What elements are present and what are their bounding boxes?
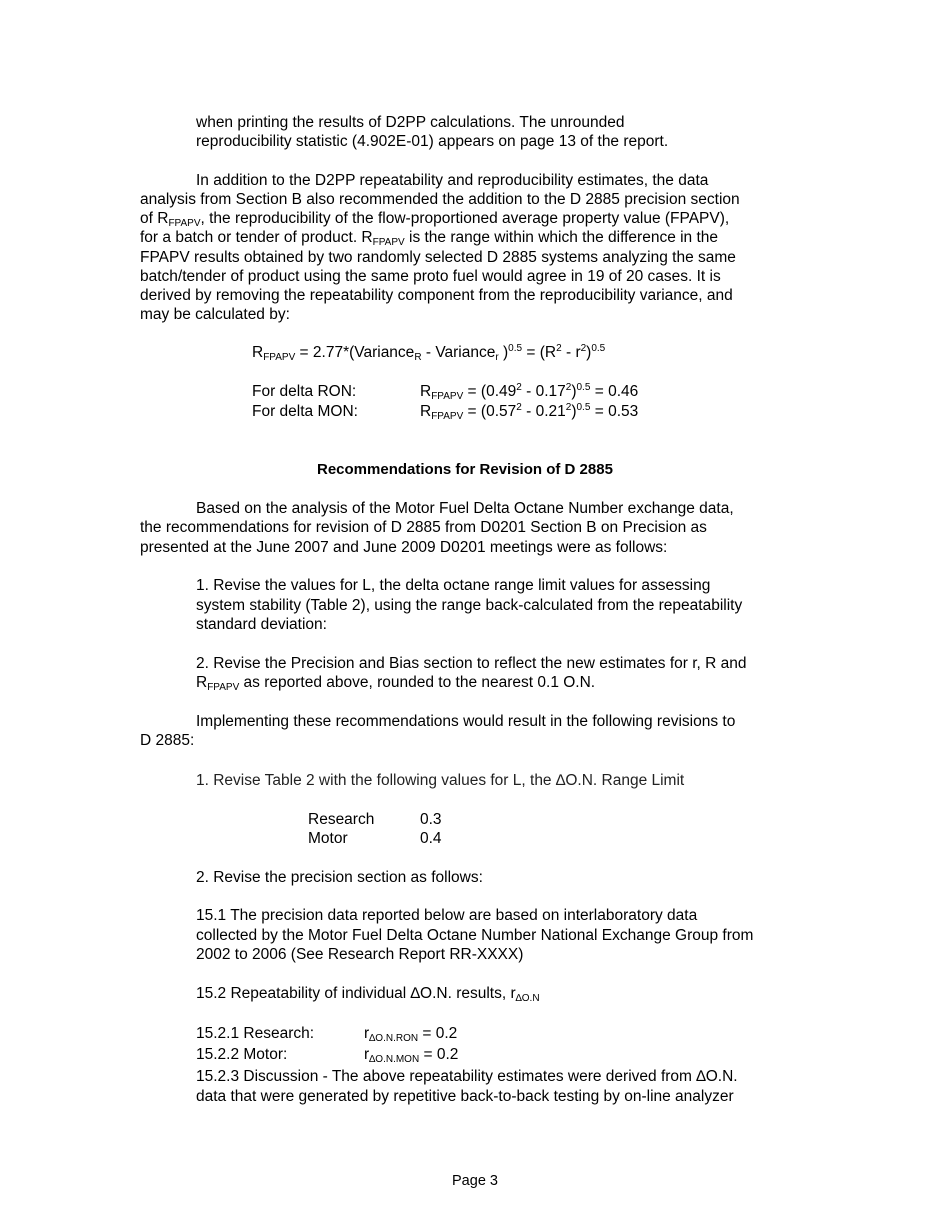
delta-mon-label: For delta MON: [252, 403, 358, 420]
section-15-2-2-value [364, 1045, 458, 1065]
recommendation-2-line-2 [196, 673, 595, 693]
para-fpapv-line-3 [140, 209, 729, 229]
para-continuation-line-2: reproducibility statistic (4.902E-01) appears on page 13 of the report. [196, 133, 669, 150]
revision-1: 1. Revise Table 2 with the following values for L, the ∆O.N. Range Limit [196, 772, 685, 789]
section-heading: Recommendations for Revision of D 2885 [317, 461, 613, 478]
superscript: 2 [565, 382, 572, 393]
para-fpapv-line-2: analysis from Section B also recommended the addition to the D 2885 precision section [140, 191, 740, 208]
text: - 0.21 [521, 403, 566, 420]
section-15-2-1-label: 15.2.1 Research: [196, 1025, 315, 1042]
section-15-2-3-line-1: 15.2.3 Discussion - The above repeatability estimates were derived from ∆O.N. [196, 1068, 738, 1085]
para-recommendations-line-1: Based on the analysis of the Motor Fuel Delta Octane Number exchange data, [196, 500, 734, 517]
text: - Variance [421, 344, 496, 361]
superscript: 0.5 [576, 402, 591, 413]
text: = 0.53 [590, 403, 639, 420]
subscript: ∆O.N.RON [369, 1033, 419, 1044]
superscript: 0.5 [508, 343, 523, 354]
para-recommendations-line-2: the recommendations for revision of D 2885 from D0201 Section B on Precision as [140, 519, 707, 536]
text: for a batch or tender of product. R [140, 229, 373, 246]
text: = (R [522, 344, 557, 361]
superscript: 0.5 [591, 343, 606, 354]
subscript: FPAPV [431, 411, 464, 422]
fpapv-formula [252, 343, 605, 363]
text: = 2.77*(Variance [295, 344, 415, 361]
range-table-value-motor: 0.4 [420, 830, 442, 847]
subscript: FPAPV [431, 391, 464, 402]
subscript: R [414, 352, 422, 363]
section-15-2-2-label: 15.2.2 Motor: [196, 1046, 288, 1063]
recommendation-1-line-1: 1. Revise the values for L, the delta octane range limit values for assessing [196, 577, 711, 594]
text: ) [571, 403, 577, 420]
text: = 0.46 [590, 383, 639, 400]
section-15-1-line-2: collected by the Motor Fuel Delta Octane Number National Exchange Group from [196, 927, 754, 944]
section-15-2-3-line-2: data that were generated by repetitive back-to-back testing by on-line analyzer [196, 1088, 734, 1105]
para-continuation-line-1: when printing the results of D2PP calculations. The unrounded [196, 114, 625, 131]
superscript: 2 [580, 343, 587, 354]
range-table-label-motor: Motor [308, 830, 348, 847]
section-15-2-1-value [364, 1024, 457, 1044]
delta-ron-label: For delta RON: [252, 383, 357, 400]
subscript: ∆O.N.MON [369, 1054, 420, 1065]
subscript: FPAPV [372, 237, 405, 248]
superscript: 2 [516, 382, 522, 393]
text: = (0.49 [463, 383, 517, 400]
text: of R [140, 210, 169, 227]
text: ) [571, 383, 577, 400]
para-fpapv-line-1: In addition to the D2PP repeatability and reproducibility estimates, the data [196, 172, 709, 189]
text: - r [561, 344, 581, 361]
superscript: 2 [565, 402, 572, 413]
section-15-2 [196, 984, 540, 1004]
para-implementing-line-2: D 2885: [140, 732, 195, 749]
text: r [364, 1046, 370, 1063]
text: , the reproducibility of the flow-proportioned average property value (FPAPV), [200, 210, 730, 227]
superscript: 2 [516, 402, 522, 413]
superscript: 2 [556, 343, 562, 354]
para-fpapv-line-4 [140, 228, 718, 248]
text: as reported above, rounded to the nearest 0.1 O.N. [239, 674, 596, 691]
subscript: FPAPV [263, 352, 296, 363]
text: ) [586, 344, 592, 361]
range-table-value-research: 0.3 [420, 811, 442, 828]
para-fpapv-line-6: batch/tender of product using the same proto fuel would agree in 19 of 20 cases. It is [140, 268, 721, 285]
delta-ron-calc [420, 382, 638, 402]
section-15-1-line-3: 2002 to 2006 (See Research Report RR-XXXX) [196, 946, 524, 963]
revision-2: 2. Revise the precision section as follows: [196, 869, 483, 886]
text: is the range within which the difference in the [404, 229, 719, 246]
subscript: ∆O.N [515, 993, 540, 1004]
text: = 0.2 [419, 1046, 459, 1063]
text: R [420, 383, 432, 400]
text: R [252, 344, 264, 361]
text: R [196, 674, 208, 691]
delta-mon-calc [420, 402, 638, 422]
text: = 0.2 [418, 1025, 458, 1042]
para-fpapv-line-8: may be calculated by: [140, 306, 290, 323]
text: 15.2 Repeatability of individual ∆O.N. results, r [196, 985, 516, 1002]
page-number: Page 3 [452, 1173, 498, 1189]
superscript: 0.5 [576, 382, 591, 393]
recommendation-1-line-3: standard deviation: [196, 616, 327, 633]
subscript: r [495, 352, 499, 363]
text: R [420, 403, 432, 420]
para-recommendations-line-3: presented at the June 2007 and June 2009 D0201 meetings were as follows: [140, 539, 668, 556]
section-15-1-line-1: 15.1 The precision data reported below are based on interlaboratory data [196, 907, 698, 924]
subscript: FPAPV [207, 682, 240, 693]
subscript: FPAPV [168, 218, 201, 229]
text: ) [498, 344, 509, 361]
para-fpapv-line-7: derived by removing the repeatability component from the reproducibility variance, and [140, 287, 733, 304]
text: - 0.17 [521, 383, 566, 400]
recommendation-1-line-2: system stability (Table 2), using the range back-calculated from the repeatability [196, 597, 743, 614]
para-fpapv-line-5: FPAPV results obtained by two randomly selected D 2885 systems analyzing the same [140, 249, 736, 266]
text: r [364, 1025, 370, 1042]
para-implementing-line-1: Implementing these recommendations would result in the following revisions to [196, 713, 736, 730]
recommendation-2-line-1: 2. Revise the Precision and Bias section to reflect the new estimates for r, R and [196, 655, 747, 672]
text: = (0.57 [463, 403, 517, 420]
range-table-label-research: Research [308, 811, 375, 828]
